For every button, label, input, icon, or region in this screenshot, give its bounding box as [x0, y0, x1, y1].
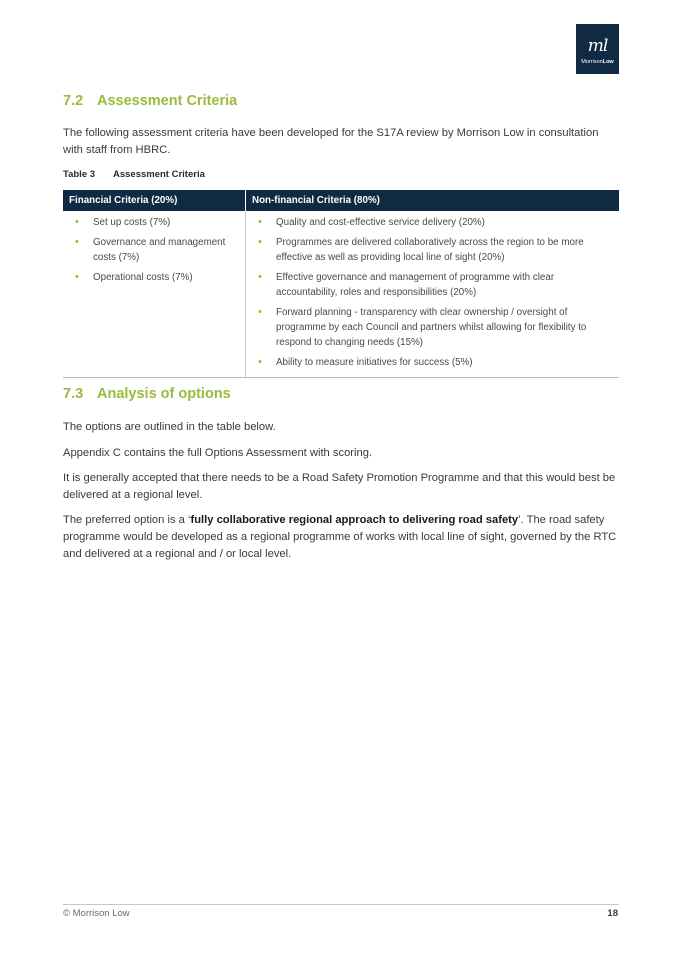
logo-wordmark: MorrisonLow	[581, 59, 614, 65]
list-item: • Governance and management costs (7%)	[69, 235, 239, 265]
list-item: • Effective governance and management of programme with clear accountability, roles and responsibilities (20%)	[252, 270, 613, 300]
page-number: 18	[607, 908, 618, 919]
section-title: Assessment Criteria	[97, 93, 238, 109]
preferred-option-paragraph: The preferred option is a ‘fully collaborative regional approach to delivering road safety’. The road safety programme would be developed as a regional programme of works with local line of sight, governed by the RTC and delivered at a regional and / or local level.	[63, 514, 617, 560]
section-heading-7-3	[63, 386, 231, 402]
paragraph: It is generally accepted that there needs to be a Road Safety Promotion Programme and that this would best be delivered at a regional level.	[63, 472, 616, 501]
assessment-criteria-table	[63, 190, 619, 378]
section-heading-7-2	[63, 93, 237, 109]
table-caption: Table 3 Assessment Criteria	[63, 169, 205, 180]
list-item: • Ability to measure initiatives for success (5%)	[252, 355, 613, 370]
financial-criteria-cell	[63, 211, 246, 378]
paragraph: Appendix C contains the full Options Assessment with scoring.	[63, 447, 373, 459]
footer-divider	[63, 904, 619, 905]
paragraph: The options are outlined in the table below.	[63, 421, 276, 433]
list-item: • Quality and cost-effective service delivery (20%)	[252, 215, 613, 230]
section-intro: The following assessment criteria have been developed for the S17A review by Morrison Low in consultation with staff from HBRC.	[63, 127, 599, 156]
list-item: • Programmes are delivered collaboratively across the region to be more effective as well as providing local line of sight (20%)	[252, 235, 613, 265]
section-number: 7.3	[63, 386, 84, 402]
section-title: Analysis of options	[97, 386, 231, 402]
preferred-option-emphasis: fully collaborative regional approach to delivering road safety	[190, 514, 519, 526]
non-financial-criteria-cell	[246, 211, 620, 378]
table-header-non-financial: Non-financial Criteria (80%)	[246, 190, 620, 211]
list-item: • Forward planning - transparency with clear ownership / oversight of programme by each Council and partners whilst allowing for flexibility to respond to changing needs (15%)	[252, 305, 613, 350]
logo-mark: ml	[587, 36, 608, 56]
list-item: • Set up costs (7%)	[69, 215, 239, 230]
list-item: • Operational costs (7%)	[69, 270, 239, 285]
table-header-financial: Financial Criteria (20%)	[63, 190, 246, 211]
morrison-low-logo	[576, 24, 619, 74]
section-number: 7.2	[63, 93, 84, 109]
footer-copyright: © Morrison Low	[63, 908, 130, 919]
